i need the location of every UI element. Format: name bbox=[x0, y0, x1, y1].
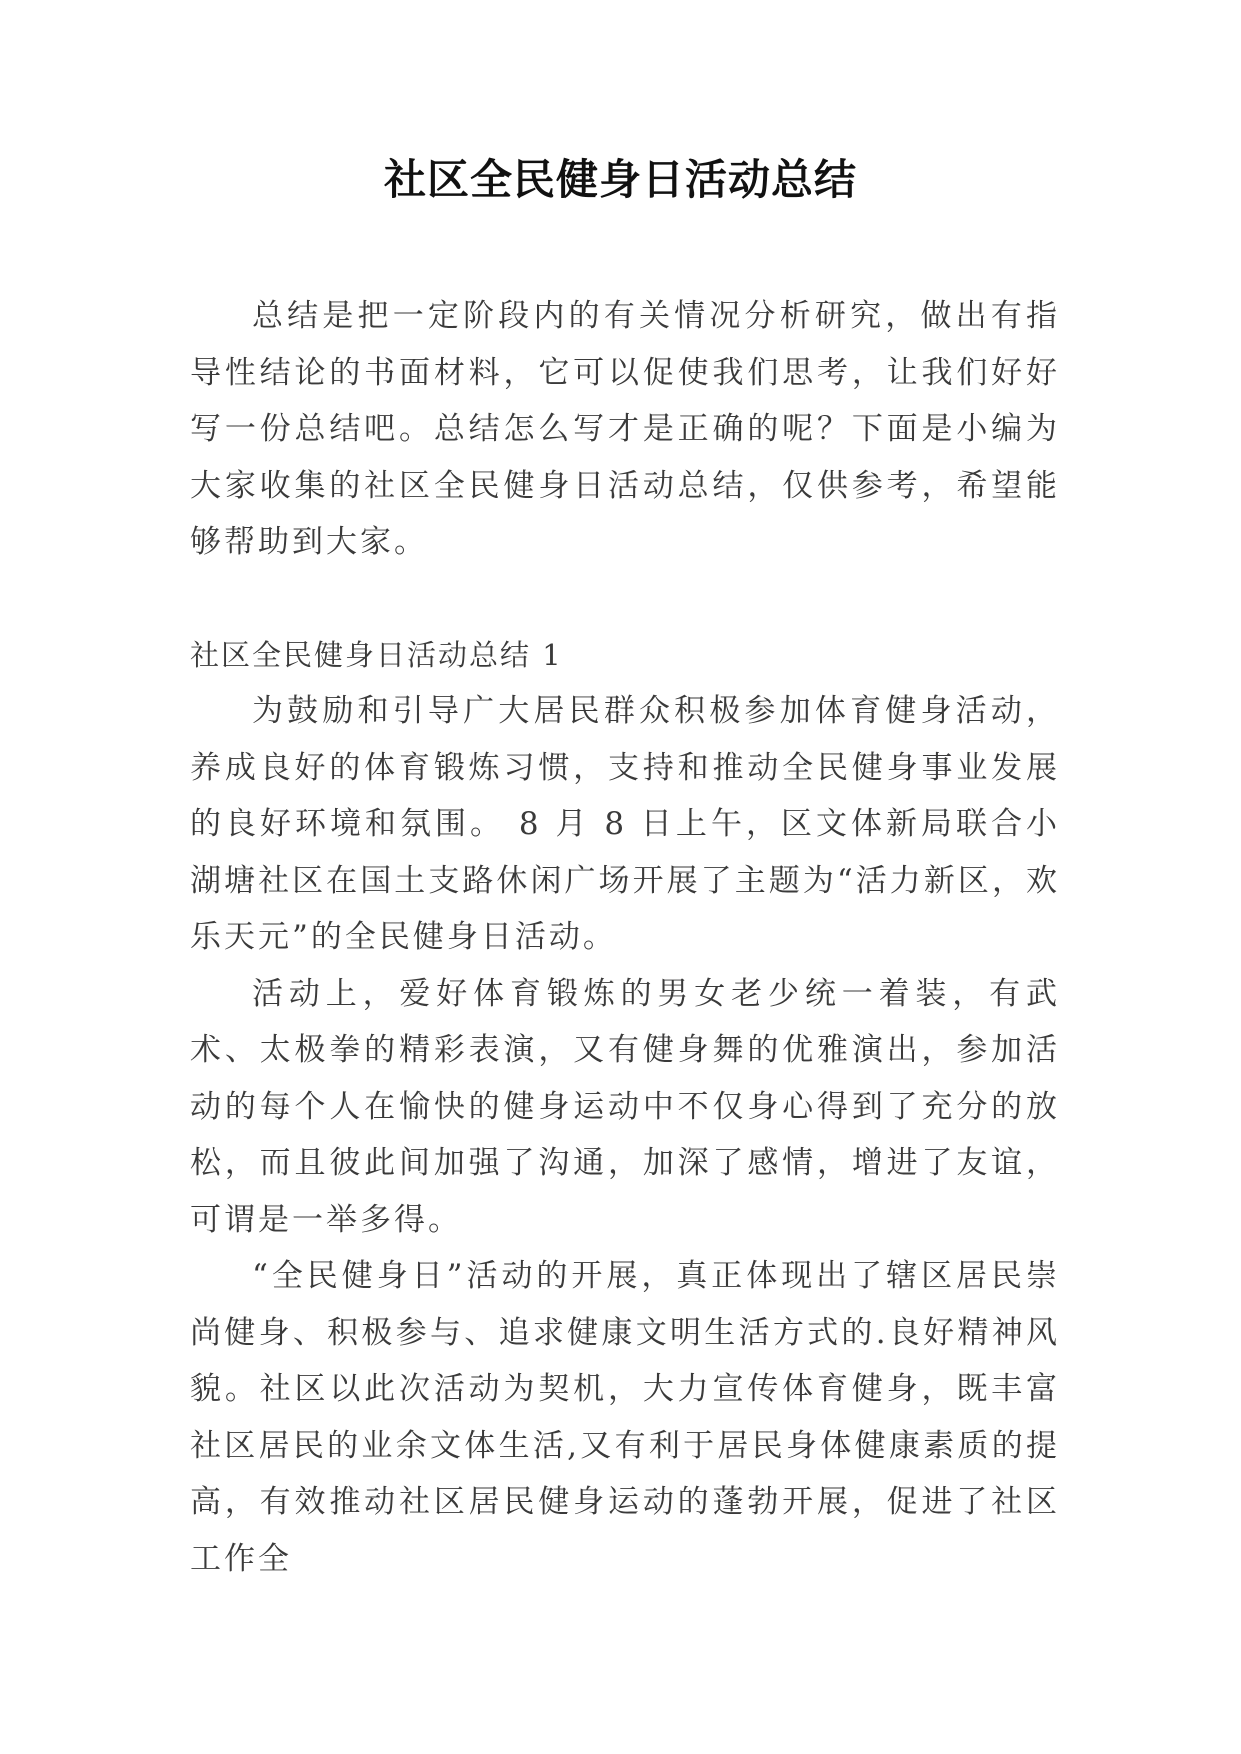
document-body bbox=[190, 288, 1060, 1587]
body-paragraph-3: “全民健身日”活动的开展，真正体现出了辖区居民崇尚健身、积极参与、追求健康文明生活方式的.良好精神风貌。社区以此次活动为契机，大力宣传体育健身，既丰富社区居民的业余文体生活,又有利于居民身体健康素质的提高，有效推动社区居民健身运动的蓬勃开展，促进了社区工作全 bbox=[190, 1258, 1060, 1577]
document-title: 社区全民健身日活动总结 bbox=[383, 155, 857, 204]
intro-paragraph: 总结是把一定阶段内的有关情况分析研究，做出有指导性结论的书面材料，它可以促使我们思考，让我们好好写一份总结吧。总结怎么写才是正确的呢？下面是小编为大家收集的社区全民健身日活动总结，仅供参考，希望能够帮助到大家。 bbox=[190, 298, 1060, 560]
paragraph-spacer bbox=[190, 571, 1060, 627]
body-paragraph-1: 为鼓励和引导广大居民群众积极参加体育健身活动，养成良好的体育锻炼习惯，支持和推动全民健身事业发展的良好环境和氛围。 8 月 8 日上午，区文体新局联合小湖塘社区在国土支路休闲广场开展了主题为“活力新区，欢乐天元”的全民健身日活动。 bbox=[190, 693, 1060, 955]
body-paragraph-2: 活动上，爱好体育锻炼的男女老少统一着装，有武术、太极拳的精彩表演，又有健身舞的优雅演出，参加活动的每个人在愉快的健身运动中不仅身心得到了充分的放松，而且彼此间加强了沟通，加深了感情，增进了友谊，可谓是一举多得。 bbox=[190, 975, 1060, 1238]
section-heading: 社区全民健身日活动总结 1 bbox=[190, 637, 563, 672]
